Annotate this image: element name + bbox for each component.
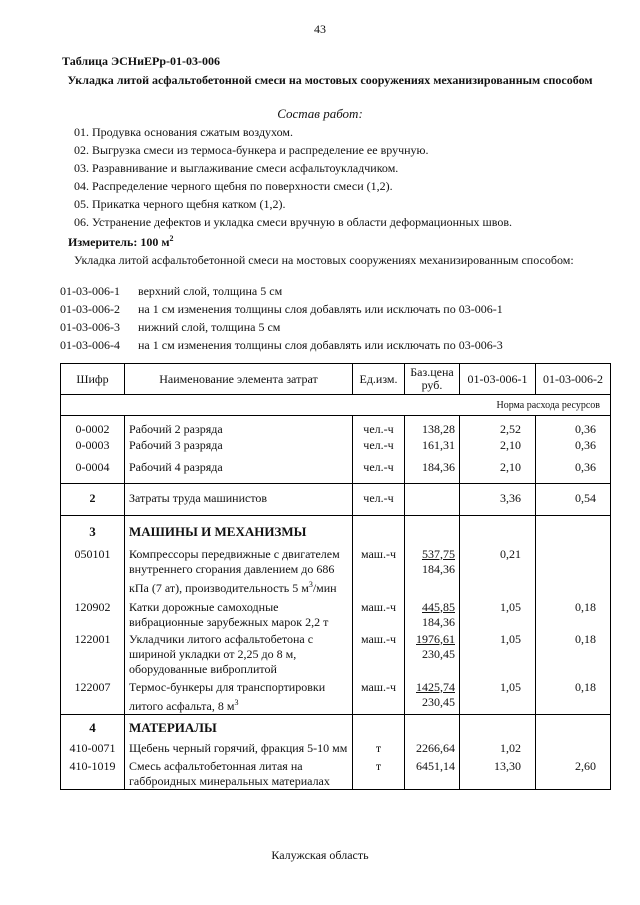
row-price <box>405 596 460 630</box>
row-unit <box>353 516 405 544</box>
row-v2: 0,36 <box>536 460 611 484</box>
row-v2: 2,60 <box>536 756 611 790</box>
row-v1 <box>460 714 536 738</box>
row-unit: маш.-ч <box>353 596 405 630</box>
measure-label: Измеритель: 100 м <box>68 235 170 249</box>
row-price: 161,31 <box>405 438 460 460</box>
row-unit: т <box>353 756 405 790</box>
row-v1: 13,30 <box>460 756 536 790</box>
header-variant-1: 01-03-006-1 <box>460 364 536 395</box>
section-row <box>61 516 611 544</box>
variant-row <box>60 302 503 317</box>
measure-unit <box>68 234 174 250</box>
page-number: 43 <box>314 22 326 36</box>
header-unit: Ед.изм. <box>353 364 405 395</box>
row-price-current: 1976,61 <box>416 631 455 646</box>
row-unit: т <box>353 738 405 756</box>
row-v1: 1,02 <box>460 738 536 756</box>
row-v2: 0,18 <box>536 677 611 715</box>
row-name-superscript: 3 <box>308 579 313 589</box>
variant-code: 01-03-006-3 <box>60 320 120 334</box>
variant-text: нижний слой, толщина 5 см <box>138 320 281 334</box>
header-price-line1: Баз.цена <box>410 365 454 379</box>
variant-text: на 1 см изменения толщины слоя добавлять или исключать по 03-006-1 <box>138 302 503 316</box>
variant-row <box>60 284 282 299</box>
section-code: 3 <box>61 516 125 544</box>
row-price-base: 184,36 <box>422 614 455 629</box>
table-row <box>61 756 611 790</box>
table-row <box>61 438 611 460</box>
row-code: 410-1019 <box>61 756 125 790</box>
table-row <box>61 544 611 596</box>
header-price <box>405 364 460 395</box>
section-row <box>61 484 611 516</box>
table-row <box>61 460 611 484</box>
table-row <box>61 416 611 438</box>
row-unit <box>353 714 405 738</box>
row-code: 050101 <box>61 544 125 596</box>
variant-row <box>60 320 280 335</box>
table-row <box>61 630 611 677</box>
row-code: 0-0002 <box>61 416 125 438</box>
footer-region: Калужская область <box>271 848 369 862</box>
row-code: 0-0004 <box>61 460 125 484</box>
row-name: Рабочий 4 разряда <box>125 460 353 484</box>
row-price-base: 184,36 <box>422 561 455 576</box>
row-name: Рабочий 3 разряда <box>125 438 353 460</box>
row-price <box>405 484 460 516</box>
row-price-base: 230,45 <box>422 646 455 661</box>
row-price <box>405 516 460 544</box>
row-name: Смесь асфальтобетонная литая на габброидных минеральных материалах <box>125 756 353 790</box>
row-v1: 1,05 <box>460 677 536 715</box>
row-name <box>125 544 353 596</box>
section-title: МАТЕРИАЛЫ <box>125 714 353 738</box>
table-row <box>61 596 611 630</box>
row-name-tail: /мин <box>312 580 337 595</box>
row-name: Катки дорожные самоходные вибрационные зарубежных марок 2,2 т <box>125 596 353 630</box>
section-title: МАШИНЫ И МЕХАНИЗМЫ <box>125 516 353 544</box>
row-price <box>405 544 460 596</box>
row-code: 120902 <box>61 596 125 630</box>
header-price-line2: руб. <box>421 378 443 392</box>
row-price: 2266,64 <box>405 738 460 756</box>
row-v2: 0,36 <box>536 416 611 438</box>
row-price-current: 1425,74 <box>416 679 455 694</box>
header-name: Наименование элемента затрат <box>125 364 353 395</box>
row-code: 410-0071 <box>61 738 125 756</box>
work-item: 01. Продувка основания сжатым воздухом. <box>74 125 293 139</box>
row-price <box>405 714 460 738</box>
row-v2 <box>536 516 611 544</box>
row-price: 6451,14 <box>405 756 460 790</box>
variant-code: 01-03-006-1 <box>60 284 120 298</box>
work-item: 02. Выгрузка смеси из термоса-бункера и распределение ее вручную. <box>74 143 429 157</box>
row-unit: чел.-ч <box>353 460 405 484</box>
row-price: 138,28 <box>405 416 460 438</box>
row-name: Рабочий 2 разряда <box>125 416 353 438</box>
row-unit: чел.-ч <box>353 438 405 460</box>
row-price-current: 445,85 <box>422 599 455 614</box>
header-code: Шифр <box>61 364 125 395</box>
row-code: 122007 <box>61 677 125 715</box>
description: Укладка литой асфальтобетонной смеси на мостовых сооружениях механизированным способом: <box>74 253 574 267</box>
header-variant-2: 01-03-006-2 <box>536 364 611 395</box>
work-item: 05. Прикатка черного щебня катком (1,2). <box>74 197 286 211</box>
variant-code: 01-03-006-2 <box>60 302 120 316</box>
variant-text: верхний слой, толщина 5 см <box>138 284 283 298</box>
measure-superscript: 2 <box>169 234 174 243</box>
row-code: 0-0003 <box>61 438 125 460</box>
row-name: Затраты труда машинистов <box>125 484 353 516</box>
table-header-row <box>61 364 611 395</box>
row-v2: 0,18 <box>536 630 611 677</box>
variant-text: на 1 см изменения толщины слоя добавлять или исключать по 03-006-3 <box>138 338 503 352</box>
row-v1: 1,05 <box>460 596 536 630</box>
row-name-text: Компрессоры передвижные с двигателем внутреннего сгорания давлением до 686 кПа (7 ат), производительность 5 м <box>129 546 340 595</box>
section-row <box>61 714 611 738</box>
row-v2: 0,18 <box>536 596 611 630</box>
row-v2: 0,54 <box>536 484 611 516</box>
work-item: 06. Устранение дефектов и укладка смеси вручную в области деформационных швов. <box>74 215 513 229</box>
row-v2: 0,36 <box>536 438 611 460</box>
norm-row <box>61 395 611 416</box>
work-item: 04. Распределение черного щебня по поверхности смеси (1,2). <box>74 179 393 193</box>
row-unit: чел.-ч <box>353 484 405 516</box>
row-name-text: Термос-бункеры для транспортировки литого асфальта, 8 м <box>129 679 326 713</box>
row-v1: 1,05 <box>460 630 536 677</box>
table-row <box>61 677 611 715</box>
row-price: 184,36 <box>405 460 460 484</box>
row-unit: маш.-ч <box>353 630 405 677</box>
row-price <box>405 677 460 715</box>
row-name-superscript: 3 <box>234 697 239 707</box>
row-v2 <box>536 714 611 738</box>
row-unit: чел.-ч <box>353 416 405 438</box>
row-v2 <box>536 544 611 596</box>
row-unit: маш.-ч <box>353 544 405 596</box>
row-v1: 2,10 <box>460 460 536 484</box>
row-name: Щебень черный горячий, фракция 5-10 мм <box>125 738 353 756</box>
work-item: 03. Разравнивание и выглаживание смеси асфальтоукладчиком. <box>74 161 399 175</box>
section-code: 4 <box>61 714 125 738</box>
row-price <box>405 630 460 677</box>
row-v2 <box>536 738 611 756</box>
norm-label: Норма расхода ресурсов <box>61 395 611 416</box>
resources-table <box>60 363 611 790</box>
works-heading: Состав работ: <box>277 106 363 121</box>
section-code: 2 <box>61 484 125 516</box>
row-price-base: 230,45 <box>422 694 455 709</box>
table-code: Таблица ЭСНиЕРр-01-03-006 <box>62 54 221 68</box>
row-unit: маш.-ч <box>353 677 405 715</box>
row-price-current: 537,75 <box>422 546 455 561</box>
variant-row <box>60 338 503 353</box>
row-code: 122001 <box>61 630 125 677</box>
row-name: Укладчики литого асфальтобетона с шириной укладки от 2,25 до 8 м, оборудованные виброплитой <box>125 630 353 677</box>
row-v1: 3,36 <box>460 484 536 516</box>
row-name <box>125 677 353 715</box>
variant-code: 01-03-006-4 <box>60 338 120 352</box>
table-row <box>61 738 611 756</box>
row-v1: 2,52 <box>460 416 536 438</box>
row-v1 <box>460 516 536 544</box>
row-v1: 0,21 <box>460 544 536 596</box>
row-v1: 2,10 <box>460 438 536 460</box>
table-title: Укладка литой асфальтобетонной смеси на мостовых сооружениях механизированным способом <box>67 73 593 87</box>
